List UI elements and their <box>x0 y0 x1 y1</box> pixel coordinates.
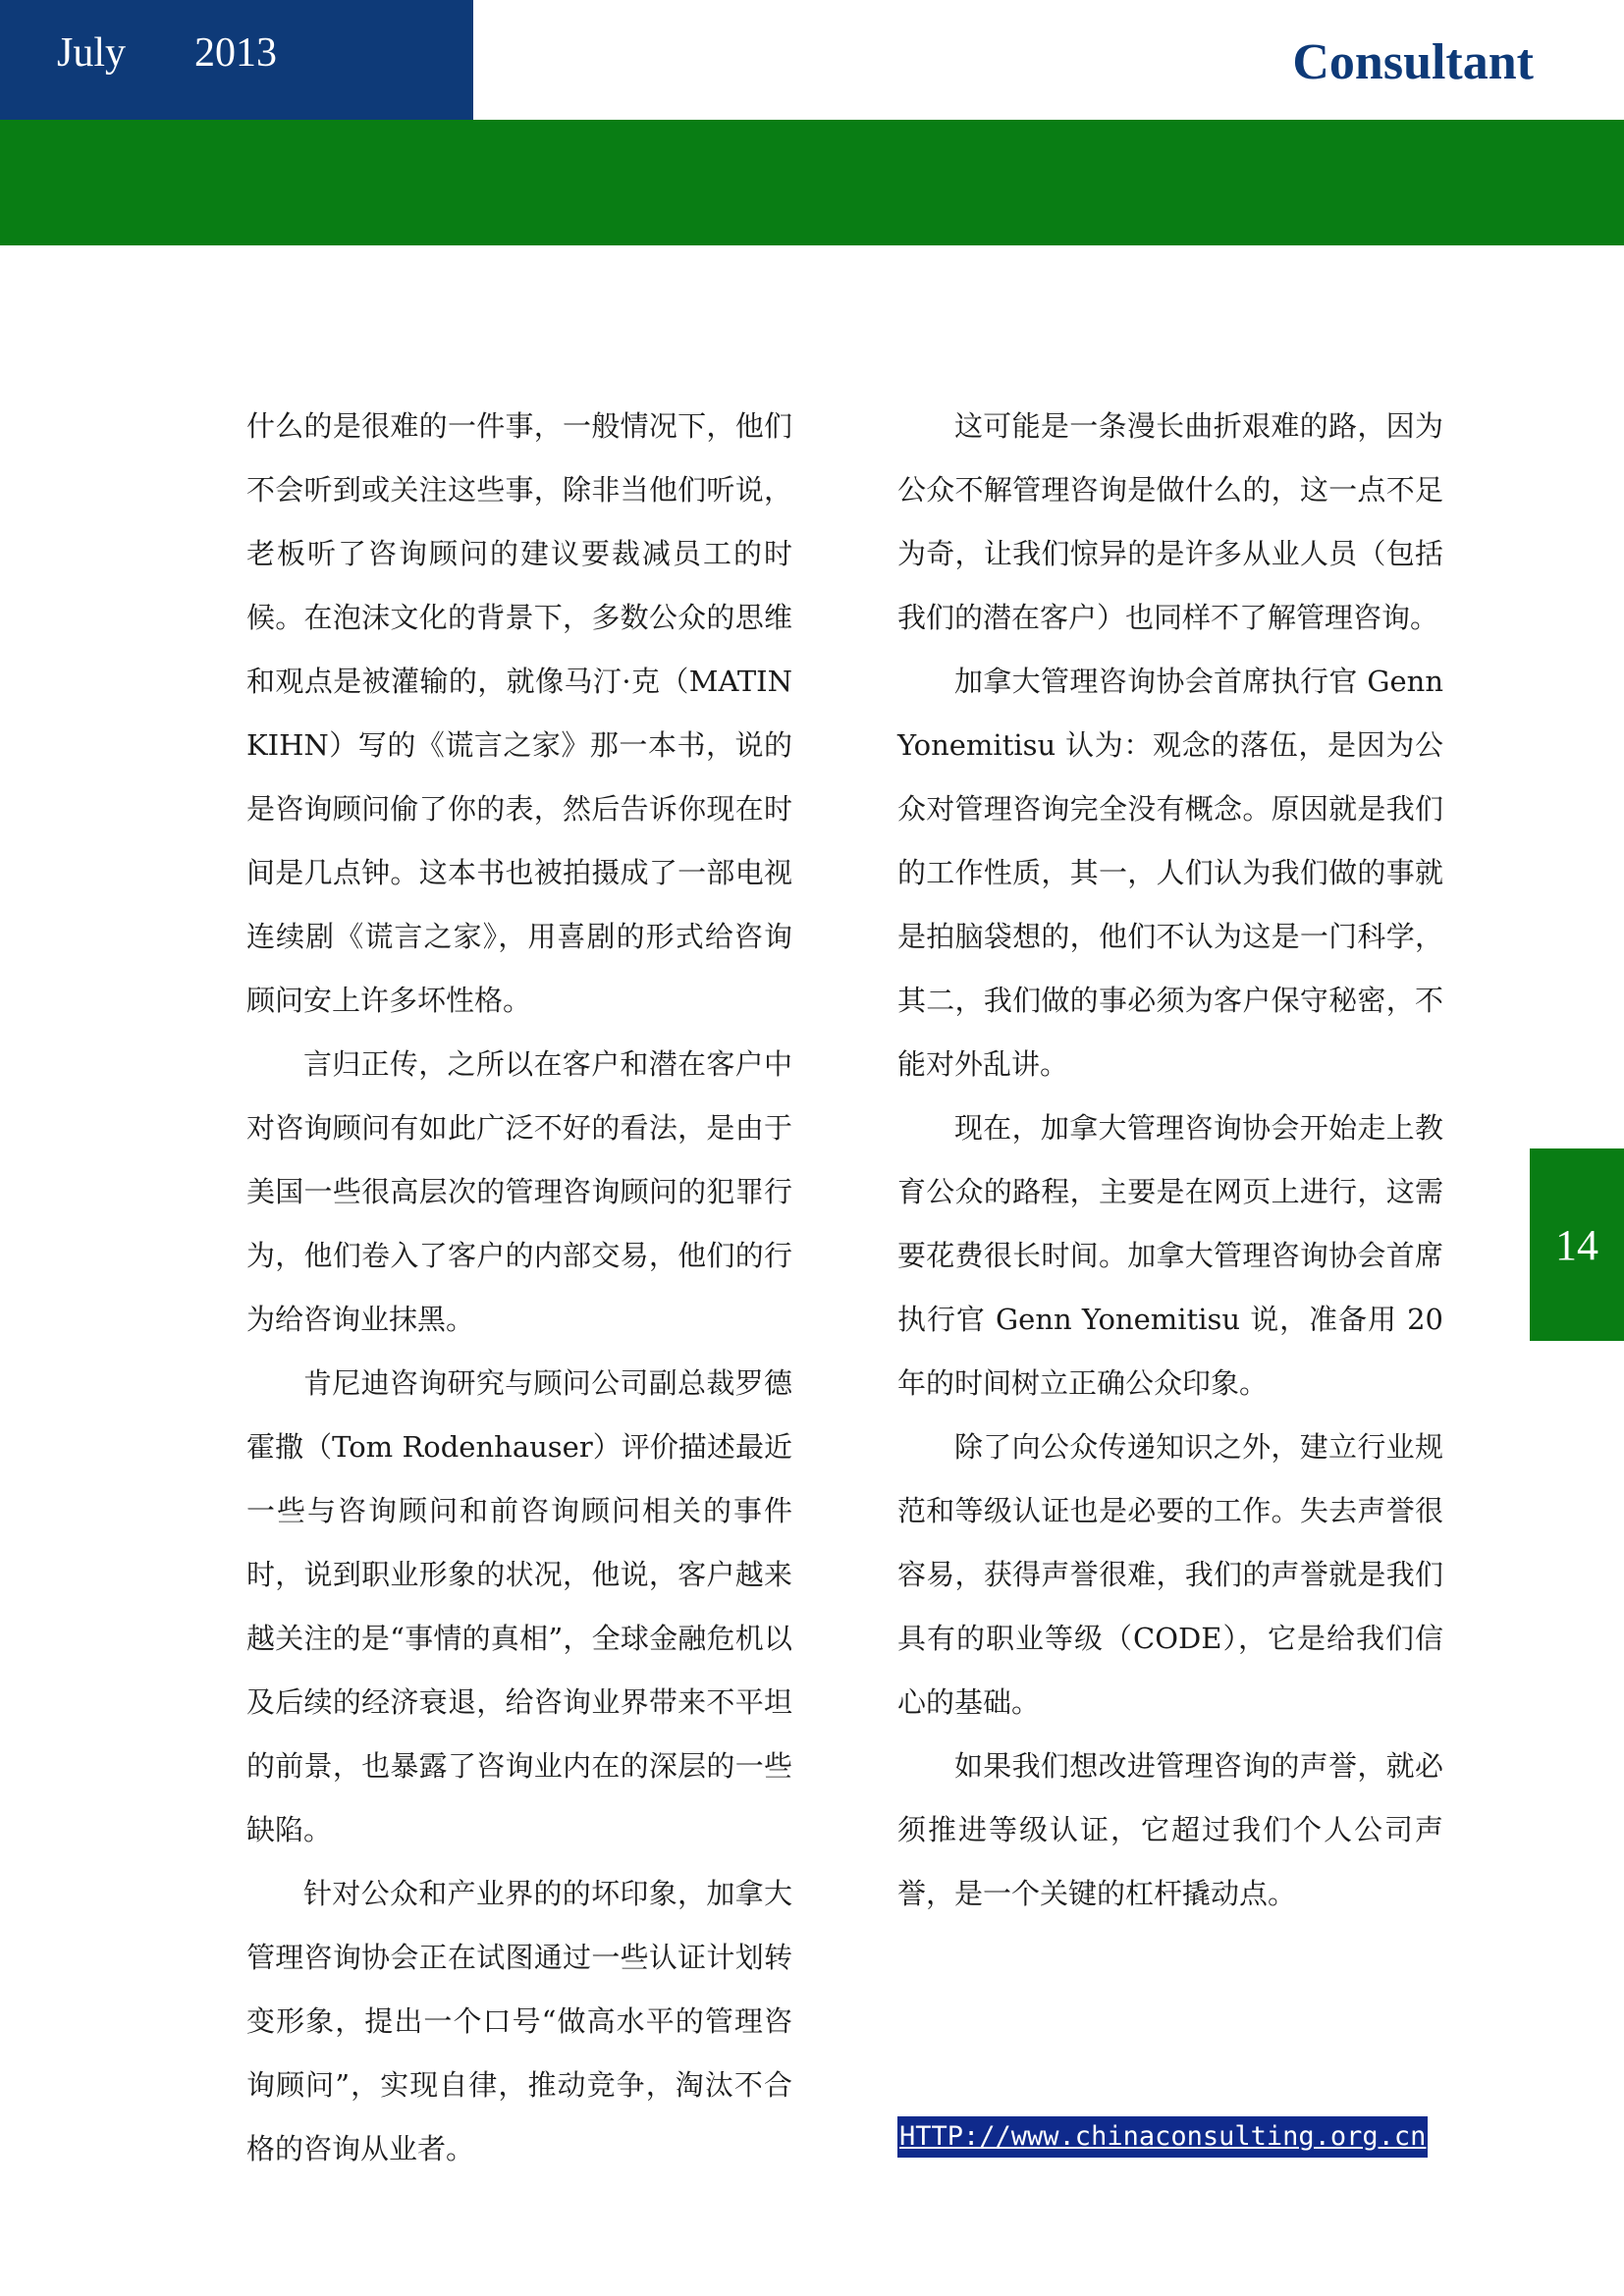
issue-month: July <box>57 30 127 76</box>
paragraph: 现在，加拿大管理咨询协会开始走上教育公众的路程，主要是在网页上进行，这需要花费很长时间。加拿大管理咨询协会首席执行官 Genn Yonemitisu 说，准备用 20 年的时间树立正确公众印象。 <box>897 1111 1443 1400</box>
paragraph: 除了向公众传递知识之外，建立行业规范和等级认证也是必要的工作。失去声誉很容易，获得声誉很难，我们的声誉就是我们具有的职业等级（CODE），它是给我们信心的基础。 <box>897 1430 1443 1719</box>
paragraph: 加拿大管理咨询协会首席执行官 Genn Yonemitisu 认为：观念的落伍，是因为公众对管理咨询完全没有概念。原因就是我们的工作性质，其一，人们认为我们做的事就是拍脑袋想的，他们不认为这是一门科学，其二，我们做的事必须为客户保守秘密，不能对外乱讲。 <box>897 665 1443 1081</box>
issue-date-block <box>0 0 473 120</box>
paragraph: 言归正传，之所以在客户和潜在客户中对咨询顾问有如此广泛不好的看法，是由于美国一些很高层次的管理咨询顾问的犯罪行为，他们卷入了客户的内部交易，他们的行为给咨询业抹黑。 <box>246 1047 792 1336</box>
page-number-tab <box>1530 1148 1624 1341</box>
right-text-column <box>897 395 1443 1926</box>
paragraph: 什么的是很难的一件事，一般情况下，他们不会听到或关注这些事，除非当他们听说，老板听了咨询顾问的建议要裁减员工的时候。在泡沫文化的背景下，多数公众的思维和观点是被灌输的，就像马汀·克（MATIN KIHN）写的《谎言之家》那一本书，说的是咨询顾问偷了你的表，然后告诉你现在时间是几点钟。这本书也被拍摄成了一部电视连续剧《谎言之家》，用喜剧的形式给咨询顾问安上许多坏性格。 <box>246 409 792 1017</box>
footer-url-link[interactable]: HTTP://www.chinaconsulting.org.cn <box>897 2116 1428 2158</box>
issue-year: 2013 <box>194 30 277 76</box>
header-green-band <box>0 120 1624 245</box>
magazine-title: Consultant <box>1292 34 1534 90</box>
paragraph: 如果我们想改进管理咨询的声誉，就必须推进等级认证，它超过我们个人公司声誉，是一个关键的杠杆撬动点。 <box>897 1749 1443 1910</box>
paragraph: 肯尼迪咨询研究与顾问公司副总裁罗德霍撒（Tom Rodenhauser）评价描述最近一些与咨询顾问和前咨询顾问相关的事件时，说到职业形象的状况，他说，客户越来越关注的是“事情的真相”，全球金融危机以及后续的经济衰退，给咨询业界带来不平坦的前景，也暴露了咨询业内在的深层的一些缺陷。 <box>246 1366 792 1846</box>
page-number: 14 <box>1555 1220 1598 1269</box>
left-text-column <box>246 395 792 2181</box>
paragraph: 针对公众和产业界的的坏印象，加拿大管理咨询协会正在试图通过一些认证计划转变形象，提出一个口号“做高水平的管理咨询顾问”，实现自律，推动竞争，淘汰不合格的咨询从业者。 <box>246 1877 792 2165</box>
paragraph: 这可能是一条漫长曲折艰难的路，因为公众不解管理咨询是做什么的，这一点不足为奇，让我们惊异的是许多从业人员（包括我们的潜在客户）也同样不了解管理咨询。 <box>897 409 1443 634</box>
